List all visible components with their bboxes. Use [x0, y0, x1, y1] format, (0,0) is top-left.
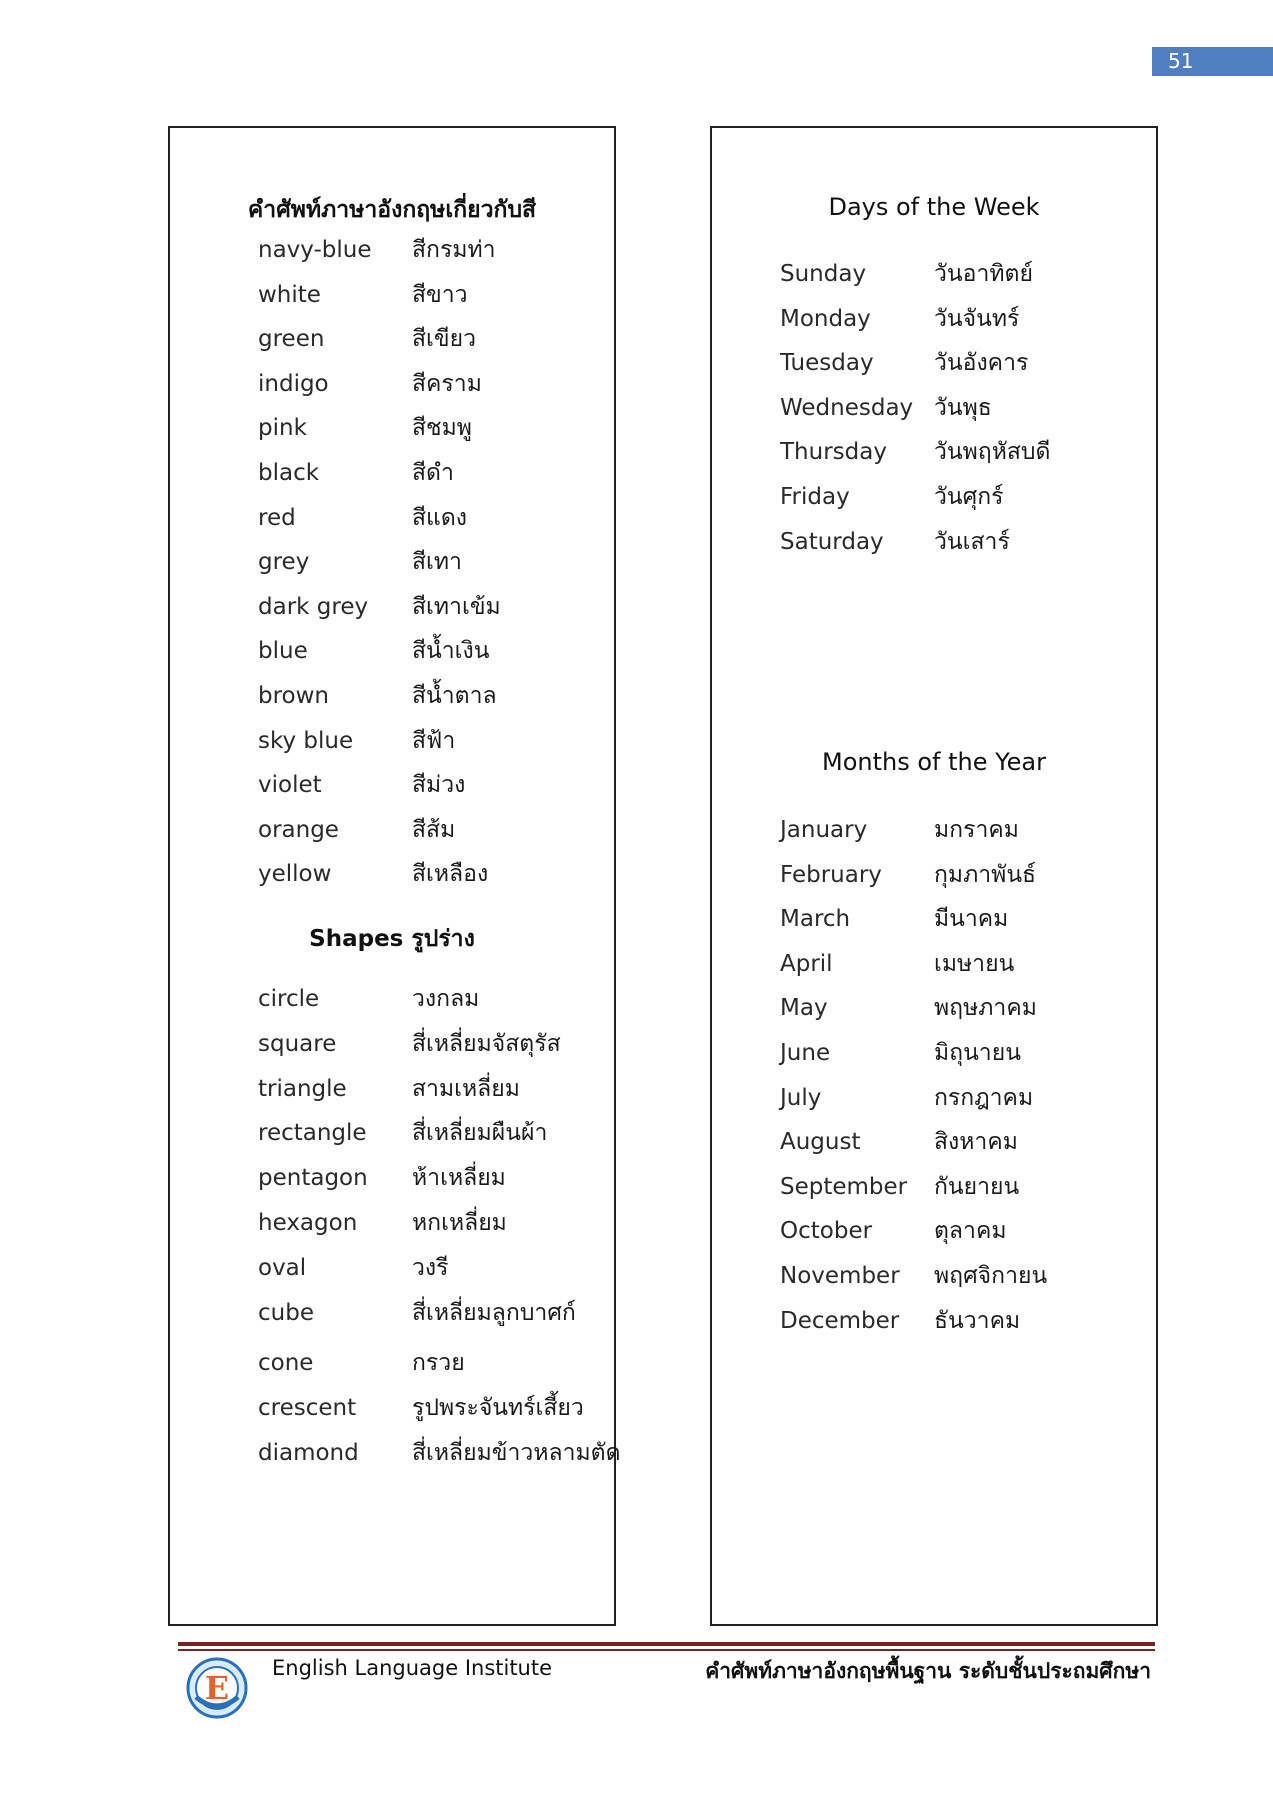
thai-translation: รูปพระจันทร์เสี้ยว [412, 1395, 584, 1422]
thai-translation: สีคราม [412, 370, 482, 397]
english-word: brown [258, 683, 330, 709]
thai-translation: สีฟ้า [412, 727, 456, 754]
english-word: cube [258, 1299, 314, 1326]
english-word: July [780, 1084, 822, 1111]
vocab-row [258, 1433, 621, 1473]
english-word: sky blue [258, 727, 354, 754]
thai-translation: วันพุธ [934, 394, 992, 421]
vocab-row [258, 1113, 618, 1153]
thai-translation: สามเหลี่ยม [412, 1075, 520, 1102]
thai-translation: ห้าเหลี่ยม [412, 1165, 506, 1192]
thai-translation: สิงหาคม [934, 1129, 1018, 1156]
english-word: pentagon [258, 1165, 368, 1192]
vocab-row [258, 979, 618, 1019]
vocab-row [258, 631, 618, 671]
page-number: 51 [1152, 47, 1273, 76]
vocab-row [780, 1211, 1140, 1251]
vocab-row [780, 1256, 1140, 1296]
english-word: Monday [780, 305, 871, 332]
vocab-row [258, 1388, 618, 1428]
thai-translation: สีเทาเข้ม [412, 593, 501, 620]
vocab-row [780, 944, 1140, 984]
english-word: June [780, 1040, 831, 1066]
english-word: September [780, 1173, 908, 1200]
thai-translation: สี่เหลี่ยมข้าวหลามตัด [412, 1440, 621, 1466]
thai-translation: มิถุนายน [934, 1040, 1021, 1066]
english-word: orange [258, 816, 339, 843]
thai-translation: พฤศจิกายน [934, 1263, 1048, 1289]
english-word: March [780, 906, 851, 933]
vocab-row [258, 1203, 618, 1243]
colors-heading: คำศัพท์ภาษาอังกฤษเกี่ยวกับสี [247, 197, 537, 223]
thai-translation: สีเทา [412, 549, 462, 576]
thai-translation: วงรี [412, 1254, 449, 1281]
thai-translation: สีชมพู [412, 415, 472, 442]
english-word: navy-blue [258, 237, 372, 263]
vocab-row [258, 453, 618, 493]
english-word: October [780, 1218, 873, 1245]
vocab-row [258, 676, 618, 716]
thai-translation: พฤษภาคม [934, 995, 1037, 1022]
thai-translation: สี่เหลี่ยมผืนผ้า [412, 1120, 548, 1147]
footer-institute-name: English Language Institute [272, 1656, 553, 1680]
english-word: April [780, 950, 833, 977]
english-word: November [780, 1263, 900, 1289]
english-word: hexagon [258, 1210, 358, 1236]
english-word: May [780, 995, 828, 1022]
vocab-row [258, 542, 618, 582]
vocab-row [780, 432, 1140, 472]
thai-translation: วันอังคาร [934, 350, 1029, 377]
thai-translation: สีเหลือง [412, 861, 489, 888]
vocab-row [780, 988, 1140, 1028]
thai-translation: กุมภาพันธ์ [934, 861, 1037, 888]
thai-translation: สีเขียว [412, 326, 477, 353]
english-word: blue [258, 638, 308, 665]
colors-shapes-panel [168, 126, 621, 1626]
vocab-row [258, 364, 618, 404]
english-word: January [780, 817, 868, 843]
english-word: rectangle [258, 1120, 367, 1147]
vocab-row [780, 299, 1140, 339]
thai-translation: กันยายน [934, 1173, 1020, 1200]
vocab-row [780, 254, 1140, 294]
english-word: cone [258, 1350, 314, 1377]
vocab-row [780, 810, 1140, 850]
vocab-row [258, 1158, 618, 1198]
english-word: white [258, 281, 321, 308]
thai-translation: สีแดง [412, 504, 468, 531]
logo-letter: E [204, 1669, 230, 1707]
english-word: Tuesday [780, 350, 874, 377]
vocab-row [780, 1301, 1140, 1341]
english-word: February [780, 861, 882, 888]
english-word: indigo [258, 370, 329, 397]
footer-book-title: คำศัพท์ภาษาอังกฤษพื้นฐาน ระดับชั้นประถมศึกษา [705, 1659, 1151, 1683]
thai-translation: หกเหลี่ยม [412, 1210, 507, 1236]
english-word: December [780, 1307, 900, 1334]
vocab-row [780, 522, 1140, 562]
footer-rule-thin [178, 1649, 1155, 1651]
vocab-row [780, 477, 1140, 517]
thai-translation: สี่เหลี่ยมจัสตุรัส [412, 1030, 561, 1057]
english-word: Wednesday [780, 394, 914, 421]
thai-translation: วันจันทร์ [934, 305, 1020, 332]
days-months-panel [710, 126, 1158, 1626]
thai-translation: สีน้ำเงิน [412, 638, 490, 665]
thai-translation: สีน้ำตาล [412, 683, 497, 709]
thai-translation: สีดำ [412, 460, 454, 486]
thai-translation: ตุลาคม [934, 1218, 1007, 1245]
english-word: circle [258, 986, 320, 1012]
vocab-row [258, 854, 618, 894]
vocab-row [258, 1248, 618, 1288]
english-word: August [780, 1129, 861, 1156]
shapes-heading: Shapes รูปร่าง [309, 926, 475, 952]
english-word: square [258, 1030, 337, 1057]
vocab-row [780, 1167, 1140, 1207]
thai-translation: วันเสาร์ [934, 528, 1010, 555]
vocab-row [258, 721, 618, 761]
thai-translation: มกราคม [934, 817, 1019, 843]
thai-translation: วันพฤหัสบดี [934, 439, 1051, 466]
vocab-row [258, 1024, 618, 1064]
vocab-row [780, 343, 1140, 383]
vocab-row [780, 1122, 1140, 1162]
english-word: triangle [258, 1075, 347, 1102]
vocab-row [258, 498, 618, 538]
thai-translation: วงกลม [412, 986, 480, 1012]
english-word: green [258, 326, 325, 353]
english-word: diamond [258, 1440, 359, 1466]
thai-translation: สีขาว [412, 281, 468, 308]
english-word: pink [258, 415, 307, 442]
vocab-row [780, 1078, 1140, 1118]
vocab-row [258, 319, 618, 359]
thai-translation: สีม่วง [412, 772, 466, 799]
english-word: oval [258, 1254, 307, 1281]
thai-translation: กรกฎาคม [934, 1084, 1034, 1111]
english-word: violet [258, 772, 322, 799]
thai-translation: สีกรมท่า [412, 237, 496, 263]
institute-logo [186, 1657, 248, 1719]
days-heading: Days of the Week [828, 193, 1040, 221]
thai-translation: มีนาคม [934, 906, 1009, 933]
vocab-row [258, 408, 618, 448]
vocab-row [258, 275, 618, 315]
vocab-row [258, 765, 618, 805]
english-word: dark grey [258, 593, 369, 620]
vocab-row [258, 1343, 618, 1383]
vocab-row [780, 1033, 1140, 1073]
english-word: crescent [258, 1395, 357, 1422]
english-word: Friday [780, 484, 850, 510]
vocab-row [780, 388, 1140, 428]
thai-translation: ธันวาคม [934, 1307, 1021, 1334]
english-word: yellow [258, 861, 332, 888]
thai-translation: กรวย [412, 1350, 465, 1377]
vocab-row [258, 810, 618, 850]
months-heading: Months of the Year [822, 748, 1046, 776]
english-word: red [258, 504, 296, 531]
english-word: Thursday [780, 439, 887, 466]
thai-translation: สี่เหลี่ยมลูกบาศก์ [412, 1299, 576, 1326]
vocab-row [258, 587, 618, 627]
vocab-row [258, 230, 618, 270]
thai-translation: วันอาทิตย์ [934, 261, 1033, 287]
thai-translation: วันศุกร์ [934, 484, 1004, 510]
vocab-row [258, 1069, 618, 1109]
vocab-row [780, 899, 1140, 939]
vocab-row [780, 855, 1140, 895]
english-word: black [258, 460, 320, 486]
english-word: Sunday [780, 261, 867, 287]
footer-rule [178, 1642, 1155, 1646]
thai-translation: สีส้ม [412, 816, 456, 843]
english-word: Saturday [780, 528, 884, 555]
vocab-row [258, 1293, 618, 1333]
english-word: grey [258, 549, 310, 576]
thai-translation: เมษายน [934, 950, 1015, 977]
